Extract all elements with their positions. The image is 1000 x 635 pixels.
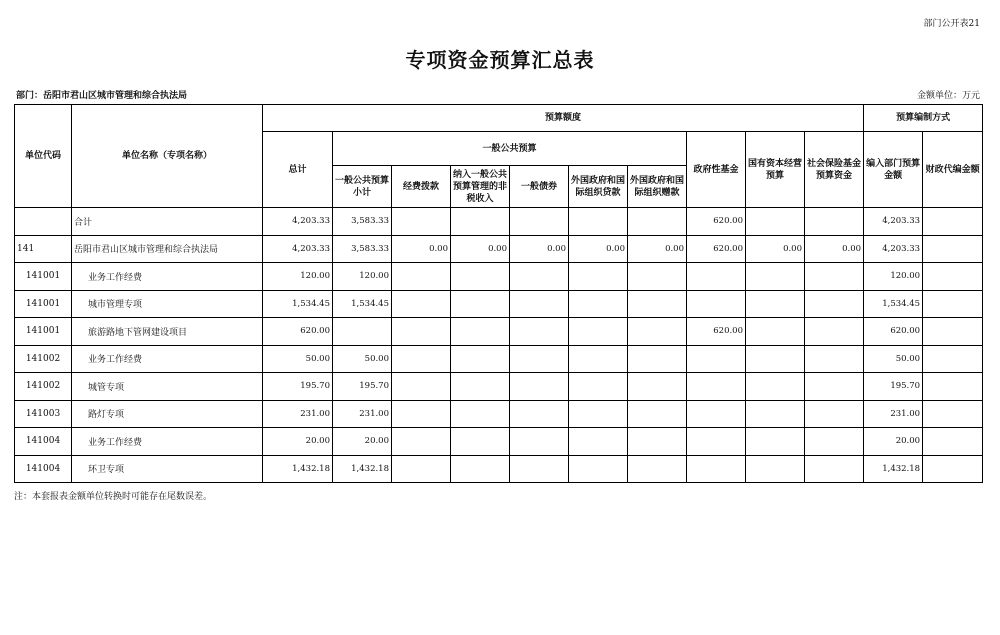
table-row xyxy=(15,290,983,318)
amount-cell: 20.00 xyxy=(333,428,392,456)
amount-cell xyxy=(392,345,451,373)
amount-cell xyxy=(628,345,687,373)
header-state-capital: 国有资本经营预算 xyxy=(746,132,805,208)
amount-cell xyxy=(392,373,451,401)
unit-name-cell: 业务工作经费 xyxy=(72,345,263,373)
amount-cell xyxy=(510,373,569,401)
amount-cell xyxy=(746,318,805,346)
header-social-insurance: 社会保险基金预算资金 xyxy=(805,132,864,208)
amount-cell xyxy=(392,455,451,483)
amount-cell xyxy=(392,318,451,346)
unit-code-cell xyxy=(15,208,72,236)
amount-cell xyxy=(510,345,569,373)
footnote: 注：本套报表金额单位转换时可能存在尾数误差。 xyxy=(14,492,213,502)
amount-cell xyxy=(569,318,628,346)
header-non-tax: 纳入一般公共预算管理的非税收入 xyxy=(451,166,510,208)
amount-cell: 0.00 xyxy=(628,235,687,263)
unit-label: 金额单位：万元 xyxy=(916,91,980,101)
amount-cell xyxy=(923,455,983,483)
unit-code-cell: 141003 xyxy=(15,400,72,428)
table-row xyxy=(15,318,983,346)
header-foreign-grant: 外国政府和国际组织赠款 xyxy=(628,166,687,208)
amount-cell xyxy=(451,400,510,428)
amount-cell xyxy=(451,455,510,483)
unit-name-cell: 路灯专项 xyxy=(72,400,263,428)
amount-cell xyxy=(746,208,805,236)
header-fiscal-amount: 财政代编金额 xyxy=(923,132,983,208)
amount-cell: 1,432.18 xyxy=(864,455,923,483)
amount-cell xyxy=(628,428,687,456)
unit-code-cell: 141002 xyxy=(15,345,72,373)
amount-cell xyxy=(687,400,746,428)
amount-cell: 0.00 xyxy=(392,235,451,263)
amount-cell: 3,583.33 xyxy=(333,235,392,263)
amount-cell xyxy=(746,373,805,401)
table-row xyxy=(15,373,983,401)
amount-cell xyxy=(687,428,746,456)
amount-cell: 0.00 xyxy=(451,235,510,263)
amount-cell: 620.00 xyxy=(687,208,746,236)
amount-cell xyxy=(451,208,510,236)
unit-code-cell: 141001 xyxy=(15,318,72,346)
amount-cell xyxy=(805,373,864,401)
amount-cell xyxy=(923,345,983,373)
amount-cell: 50.00 xyxy=(333,345,392,373)
amount-cell xyxy=(746,455,805,483)
unit-name-cell: 业务工作经费 xyxy=(72,428,263,456)
page-title: 专项资金预算汇总表 xyxy=(405,48,595,72)
amount-cell: 50.00 xyxy=(864,345,923,373)
budget-table xyxy=(14,104,983,483)
amount-cell xyxy=(333,318,392,346)
amount-cell xyxy=(805,428,864,456)
amount-cell xyxy=(392,400,451,428)
amount-cell xyxy=(805,263,864,291)
amount-cell xyxy=(805,318,864,346)
amount-cell xyxy=(510,263,569,291)
amount-cell xyxy=(451,345,510,373)
amount-cell xyxy=(510,290,569,318)
amount-cell xyxy=(451,290,510,318)
unit-name-cell: 环卫专项 xyxy=(72,455,263,483)
amount-cell xyxy=(510,400,569,428)
amount-cell xyxy=(392,208,451,236)
amount-cell xyxy=(569,290,628,318)
amount-cell xyxy=(569,428,628,456)
amount-cell xyxy=(746,428,805,456)
amount-cell xyxy=(805,455,864,483)
amount-cell xyxy=(805,400,864,428)
amount-cell xyxy=(628,373,687,401)
amount-cell xyxy=(628,400,687,428)
amount-cell: 0.00 xyxy=(746,235,805,263)
amount-cell: 195.70 xyxy=(864,373,923,401)
unit-name-cell: 合计 xyxy=(72,208,263,236)
unit-code-cell: 141 xyxy=(15,235,72,263)
amount-cell xyxy=(569,345,628,373)
amount-cell xyxy=(923,290,983,318)
amount-cell xyxy=(451,428,510,456)
amount-cell xyxy=(510,318,569,346)
amount-cell xyxy=(746,345,805,373)
amount-cell xyxy=(628,455,687,483)
amount-cell xyxy=(805,208,864,236)
form-number: 部门公开表21 xyxy=(923,19,980,29)
header-budget-amount: 预算额度 xyxy=(263,105,864,132)
amount-cell: 4,203.33 xyxy=(864,208,923,236)
amount-cell xyxy=(451,373,510,401)
amount-cell xyxy=(746,263,805,291)
amount-cell xyxy=(923,428,983,456)
unit-code-cell: 141001 xyxy=(15,263,72,291)
amount-cell xyxy=(510,208,569,236)
table-row xyxy=(15,400,983,428)
amount-cell: 1,534.45 xyxy=(263,290,333,318)
amount-cell: 120.00 xyxy=(864,263,923,291)
amount-cell: 0.00 xyxy=(805,235,864,263)
amount-cell xyxy=(687,290,746,318)
unit-name-cell: 岳阳市君山区城市管理和综合执法局 xyxy=(72,235,263,263)
amount-cell: 195.70 xyxy=(263,373,333,401)
header-unit-code: 单位代码 xyxy=(15,105,72,208)
unit-code-cell: 141004 xyxy=(15,428,72,456)
amount-cell xyxy=(923,235,983,263)
header-dept-amount: 编入部门预算金额 xyxy=(864,132,923,208)
amount-cell: 195.70 xyxy=(333,373,392,401)
amount-cell: 620.00 xyxy=(263,318,333,346)
amount-cell xyxy=(687,455,746,483)
amount-cell xyxy=(746,290,805,318)
amount-cell: 4,203.33 xyxy=(263,208,333,236)
amount-cell: 50.00 xyxy=(263,345,333,373)
amount-cell: 120.00 xyxy=(333,263,392,291)
amount-cell: 20.00 xyxy=(263,428,333,456)
amount-cell xyxy=(451,263,510,291)
amount-cell xyxy=(628,290,687,318)
department-label: 部门：岳阳市君山区城市管理和综合执法局 xyxy=(16,91,188,101)
amount-cell: 620.00 xyxy=(687,235,746,263)
unit-name-cell: 城管专项 xyxy=(72,373,263,401)
amount-cell: 4,203.33 xyxy=(864,235,923,263)
amount-cell xyxy=(569,263,628,291)
amount-cell: 1,534.45 xyxy=(333,290,392,318)
amount-cell xyxy=(923,318,983,346)
amount-cell xyxy=(923,400,983,428)
amount-cell: 1,432.18 xyxy=(263,455,333,483)
amount-cell xyxy=(923,208,983,236)
amount-cell xyxy=(923,263,983,291)
amount-cell xyxy=(687,263,746,291)
table-row xyxy=(15,455,983,483)
header-unit-name: 单位名称（专项名称） xyxy=(72,105,263,208)
amount-cell xyxy=(805,290,864,318)
amount-cell: 1,534.45 xyxy=(864,290,923,318)
header-funding: 经费拨款 xyxy=(392,166,451,208)
header-total: 总计 xyxy=(263,132,333,208)
amount-cell xyxy=(569,400,628,428)
amount-cell xyxy=(569,373,628,401)
table-row xyxy=(15,263,983,291)
amount-cell xyxy=(687,345,746,373)
amount-cell: 4,203.33 xyxy=(263,235,333,263)
amount-cell xyxy=(569,455,628,483)
header-general-public: 一般公共预算 xyxy=(333,132,687,166)
amount-cell xyxy=(569,208,628,236)
amount-cell xyxy=(923,373,983,401)
table-row xyxy=(15,235,983,263)
table-row xyxy=(15,345,983,373)
header-general-bond: 一般债券 xyxy=(510,166,569,208)
amount-cell xyxy=(687,373,746,401)
amount-cell: 231.00 xyxy=(864,400,923,428)
unit-code-cell: 141001 xyxy=(15,290,72,318)
header-general-subtotal: 一般公共预算小计 xyxy=(333,166,392,208)
amount-cell: 0.00 xyxy=(569,235,628,263)
amount-cell: 231.00 xyxy=(333,400,392,428)
amount-cell xyxy=(628,208,687,236)
amount-cell xyxy=(392,290,451,318)
amount-cell xyxy=(392,263,451,291)
amount-cell xyxy=(746,400,805,428)
amount-cell xyxy=(510,428,569,456)
amount-cell: 0.00 xyxy=(510,235,569,263)
amount-cell: 1,432.18 xyxy=(333,455,392,483)
amount-cell: 620.00 xyxy=(864,318,923,346)
table-row xyxy=(15,208,983,236)
amount-cell: 231.00 xyxy=(263,400,333,428)
amount-cell xyxy=(805,345,864,373)
unit-code-cell: 141002 xyxy=(15,373,72,401)
header-method: 预算编制方式 xyxy=(864,105,983,132)
amount-cell: 20.00 xyxy=(864,428,923,456)
unit-name-cell: 旅游路地下管网建设项目 xyxy=(72,318,263,346)
header-foreign-loan: 外国政府和国际组织贷款 xyxy=(569,166,628,208)
amount-cell xyxy=(392,428,451,456)
header-gov-fund: 政府性基金 xyxy=(687,132,746,208)
amount-cell: 620.00 xyxy=(687,318,746,346)
unit-code-cell: 141004 xyxy=(15,455,72,483)
unit-name-cell: 城市管理专项 xyxy=(72,290,263,318)
amount-cell xyxy=(628,263,687,291)
table-row xyxy=(15,428,983,456)
amount-cell: 120.00 xyxy=(263,263,333,291)
amount-cell xyxy=(510,455,569,483)
table-body xyxy=(15,208,983,483)
amount-cell: 3,583.33 xyxy=(333,208,392,236)
unit-name-cell: 业务工作经费 xyxy=(72,263,263,291)
amount-cell xyxy=(451,318,510,346)
amount-cell xyxy=(628,318,687,346)
